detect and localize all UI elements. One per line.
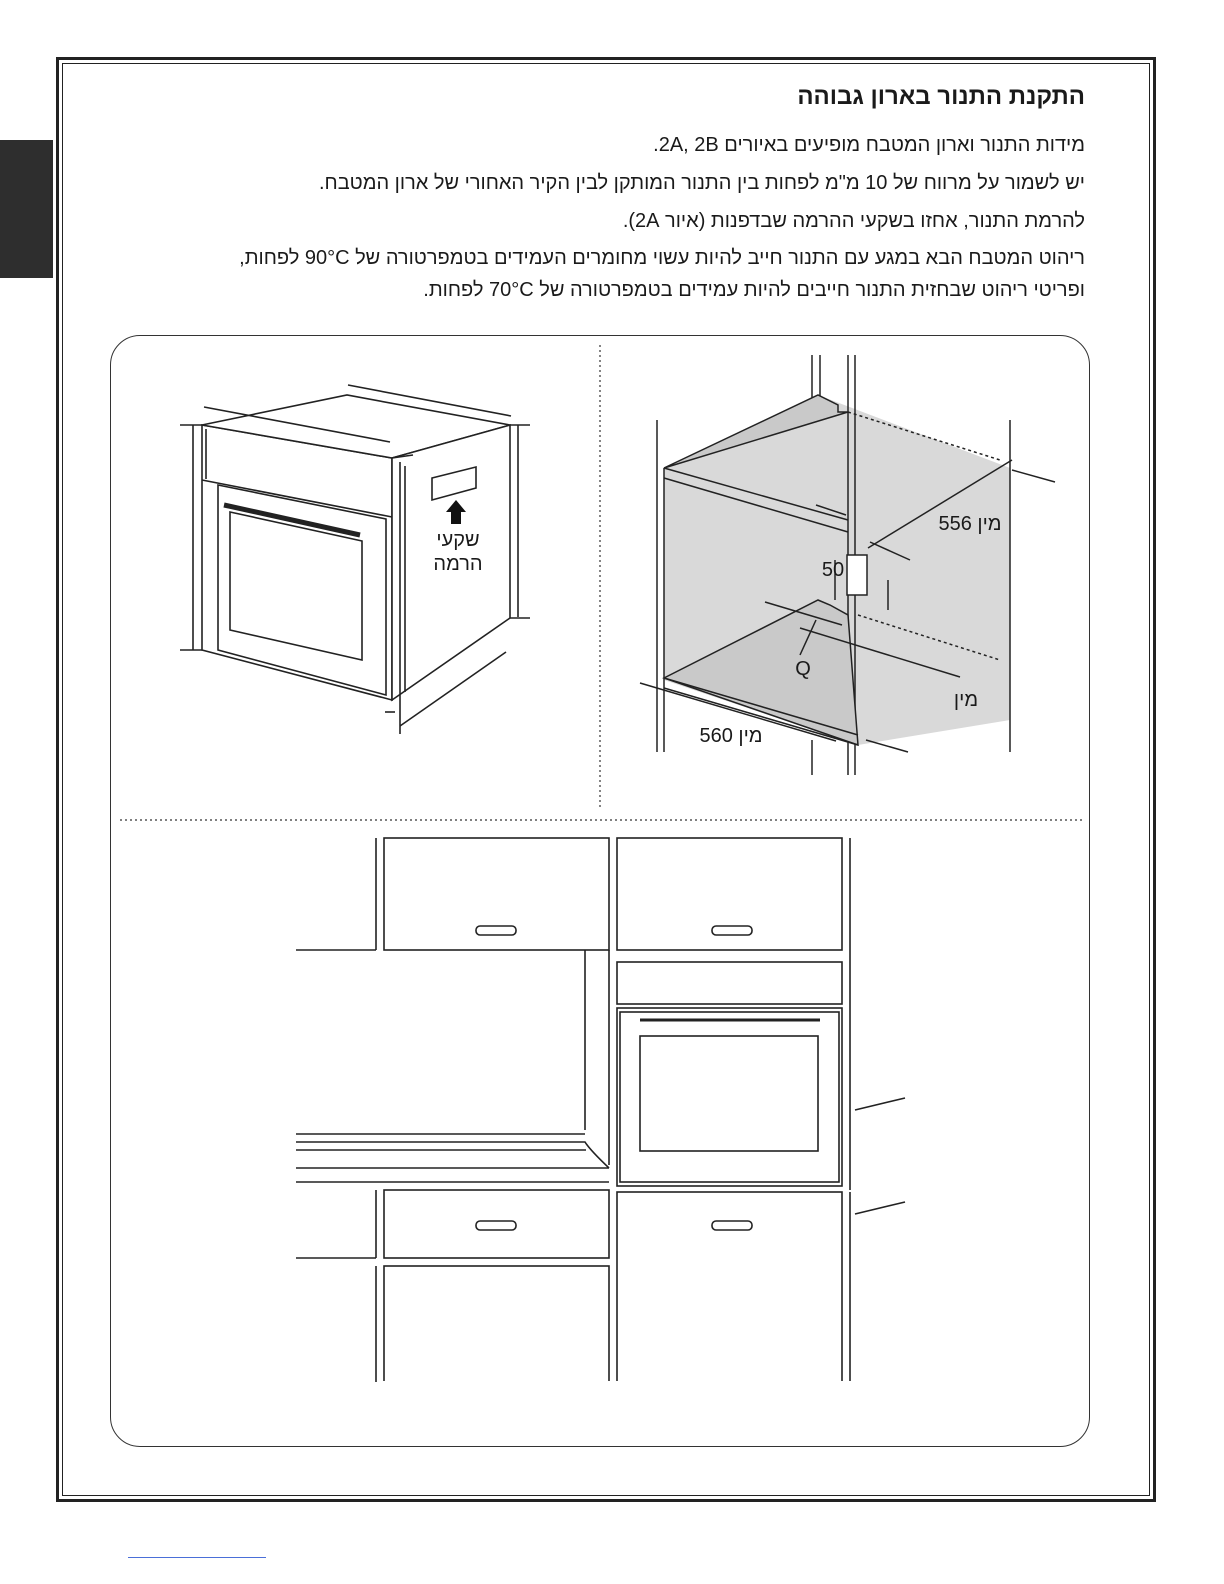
paragraph-temperature-2: ופריטי ריהוט שבחזית התנור חייבים להיות עמידים בטמפרטורה של 70°C לפחות. xyxy=(423,279,1085,301)
slot-50-label: 50 xyxy=(821,559,845,581)
paragraph-temperature-1: ריהוט המטבח הבא במגע עם התנור חייב להיות עשוי מחומרים העמידים בטמפרטורה של 90°C לפחות, xyxy=(239,247,1085,269)
kitchen-installation-figure xyxy=(296,838,905,1382)
depth-min-label: מין 556 xyxy=(938,513,1002,535)
figure-cutoff xyxy=(380,1381,860,1385)
section-title: התקנת התנור בארון גבוהה xyxy=(797,83,1085,110)
height-min-label: מין xyxy=(953,689,979,711)
lift-recess-label-2: הרמה xyxy=(433,553,483,575)
width-min-label: מין 560 xyxy=(699,725,763,747)
cabinet-recess-figure xyxy=(640,355,1055,775)
paragraph-dimensions: מידות התנור וארון המטבח מופיעים באיורים 2A, 2B. xyxy=(653,134,1085,156)
q-label: Q xyxy=(795,658,811,680)
paragraph-lifting: להרמת התנור, אחזו בשקעי ההרמה שבדפנות (איור 2A). xyxy=(622,210,1085,232)
footer-link-underline[interactable] xyxy=(128,1557,266,1558)
paragraph-clearance: יש לשמור על מרווח של 10 מ"מ לפחות בין התנור המותקן לבין הקיר האחורי של ארון המטבח. xyxy=(318,172,1085,194)
lift-recess-label-1: שקעי xyxy=(436,529,480,551)
